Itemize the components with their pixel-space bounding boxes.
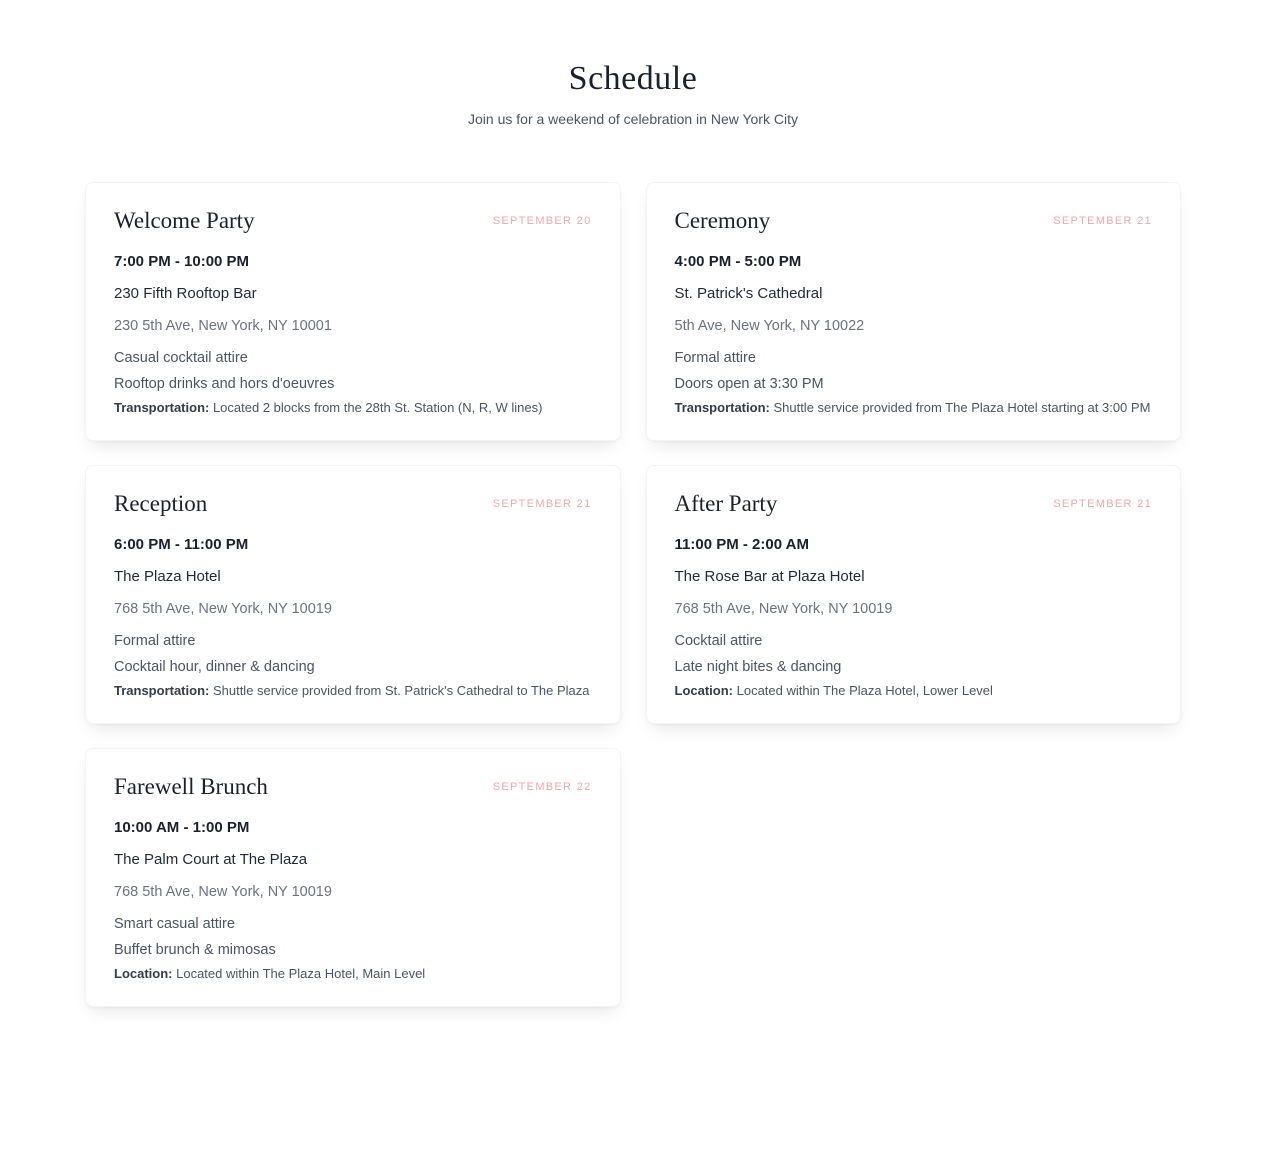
event-address: 230 5th Ave, New York, NY 10001 — [114, 318, 332, 334]
event-title: Welcome Party — [114, 208, 255, 233]
event-description: Rooftop drinks and hors d'oeuvres — [114, 376, 335, 392]
card-header — [114, 206, 592, 236]
event-attire: Smart casual attire — [114, 916, 235, 932]
event-venue: St. Patrick's Cathedral — [674, 285, 823, 302]
card-header — [675, 489, 1153, 519]
event-note — [114, 965, 592, 983]
event-attire: Cocktail attire — [674, 633, 763, 649]
events-grid — [85, 182, 1181, 1162]
event-note-text: Located within The Plaza Hotel, Main Level — [172, 966, 426, 981]
event-note — [114, 399, 592, 417]
event-date-badge: SEPTEMBER 22 — [492, 781, 592, 793]
event-description: Buffet brunch & mimosas — [114, 942, 276, 958]
event-time: 10:00 AM - 1:00 PM — [114, 819, 250, 836]
event-title: Ceremony — [674, 208, 771, 233]
card-header — [114, 489, 592, 519]
event-venue: The Rose Bar at Plaza Hotel — [674, 568, 865, 585]
event-card-ceremony — [646, 182, 1182, 441]
event-time: 11:00 PM - 2:00 AM — [674, 536, 809, 553]
event-description: Doors open at 3:30 PM — [674, 376, 824, 392]
event-card-reception — [85, 465, 621, 724]
event-description: Late night bites & dancing — [674, 659, 842, 675]
card-header — [675, 206, 1153, 236]
event-attire: Formal attire — [674, 350, 756, 366]
event-note — [675, 682, 1153, 700]
event-address: 768 5th Ave, New York, NY 10019 — [674, 601, 893, 617]
event-venue: The Palm Court at The Plaza — [114, 851, 308, 868]
event-card-farewell-brunch — [85, 748, 621, 1007]
event-time: 7:00 PM - 10:00 PM — [114, 253, 250, 270]
event-note-text: Located 2 blocks from the 28th St. Station (N, R, W lines) — [209, 400, 543, 415]
event-attire: Formal attire — [114, 633, 196, 649]
event-date-badge: SEPTEMBER 21 — [492, 498, 592, 510]
event-time: 4:00 PM - 5:00 PM — [674, 253, 802, 270]
event-note-text: Shuttle service provided from The Plaza Hotel starting at 3:00 PM — [769, 400, 1151, 415]
event-card-welcome-party — [85, 182, 621, 441]
page-subtitle: Join us for a weekend of celebration in New York City — [468, 111, 798, 127]
event-note-label: Transportation: — [114, 683, 210, 698]
event-note-text: Located within The Plaza Hotel, Lower Level — [733, 683, 993, 698]
event-note-text: Shuttle service provided from St. Patrick's Cathedral to The Plaza — [209, 683, 590, 698]
event-title: Reception — [114, 491, 208, 516]
page-header — [0, 0, 1266, 129]
page-title: Schedule — [568, 60, 698, 97]
event-note-label: Location: — [674, 683, 733, 698]
event-note-label: Transportation: — [114, 400, 210, 415]
event-address: 768 5th Ave, New York, NY 10019 — [114, 601, 332, 617]
event-title: Farewell Brunch — [114, 774, 268, 799]
event-note — [114, 682, 592, 700]
event-venue: The Plaza Hotel — [114, 568, 221, 585]
event-date-badge: SEPTEMBER 21 — [1053, 498, 1152, 510]
event-date-badge: SEPTEMBER 20 — [492, 215, 592, 227]
event-note — [675, 399, 1153, 417]
event-address: 5th Ave, New York, NY 10022 — [674, 318, 865, 334]
event-address: 768 5th Ave, New York, NY 10019 — [114, 884, 332, 900]
event-attire: Casual cocktail attire — [114, 350, 248, 366]
event-note-label: Transportation: — [674, 400, 770, 415]
event-card-after-party — [646, 465, 1182, 724]
event-note-label: Location: — [114, 966, 173, 981]
event-time: 6:00 PM - 11:00 PM — [114, 536, 249, 553]
event-description: Cocktail hour, dinner & dancing — [114, 659, 315, 675]
event-venue: 230 Fifth Rooftop Bar — [114, 285, 257, 302]
card-header — [114, 772, 592, 802]
event-date-badge: SEPTEMBER 21 — [1053, 215, 1152, 227]
event-title: After Party — [674, 491, 778, 516]
